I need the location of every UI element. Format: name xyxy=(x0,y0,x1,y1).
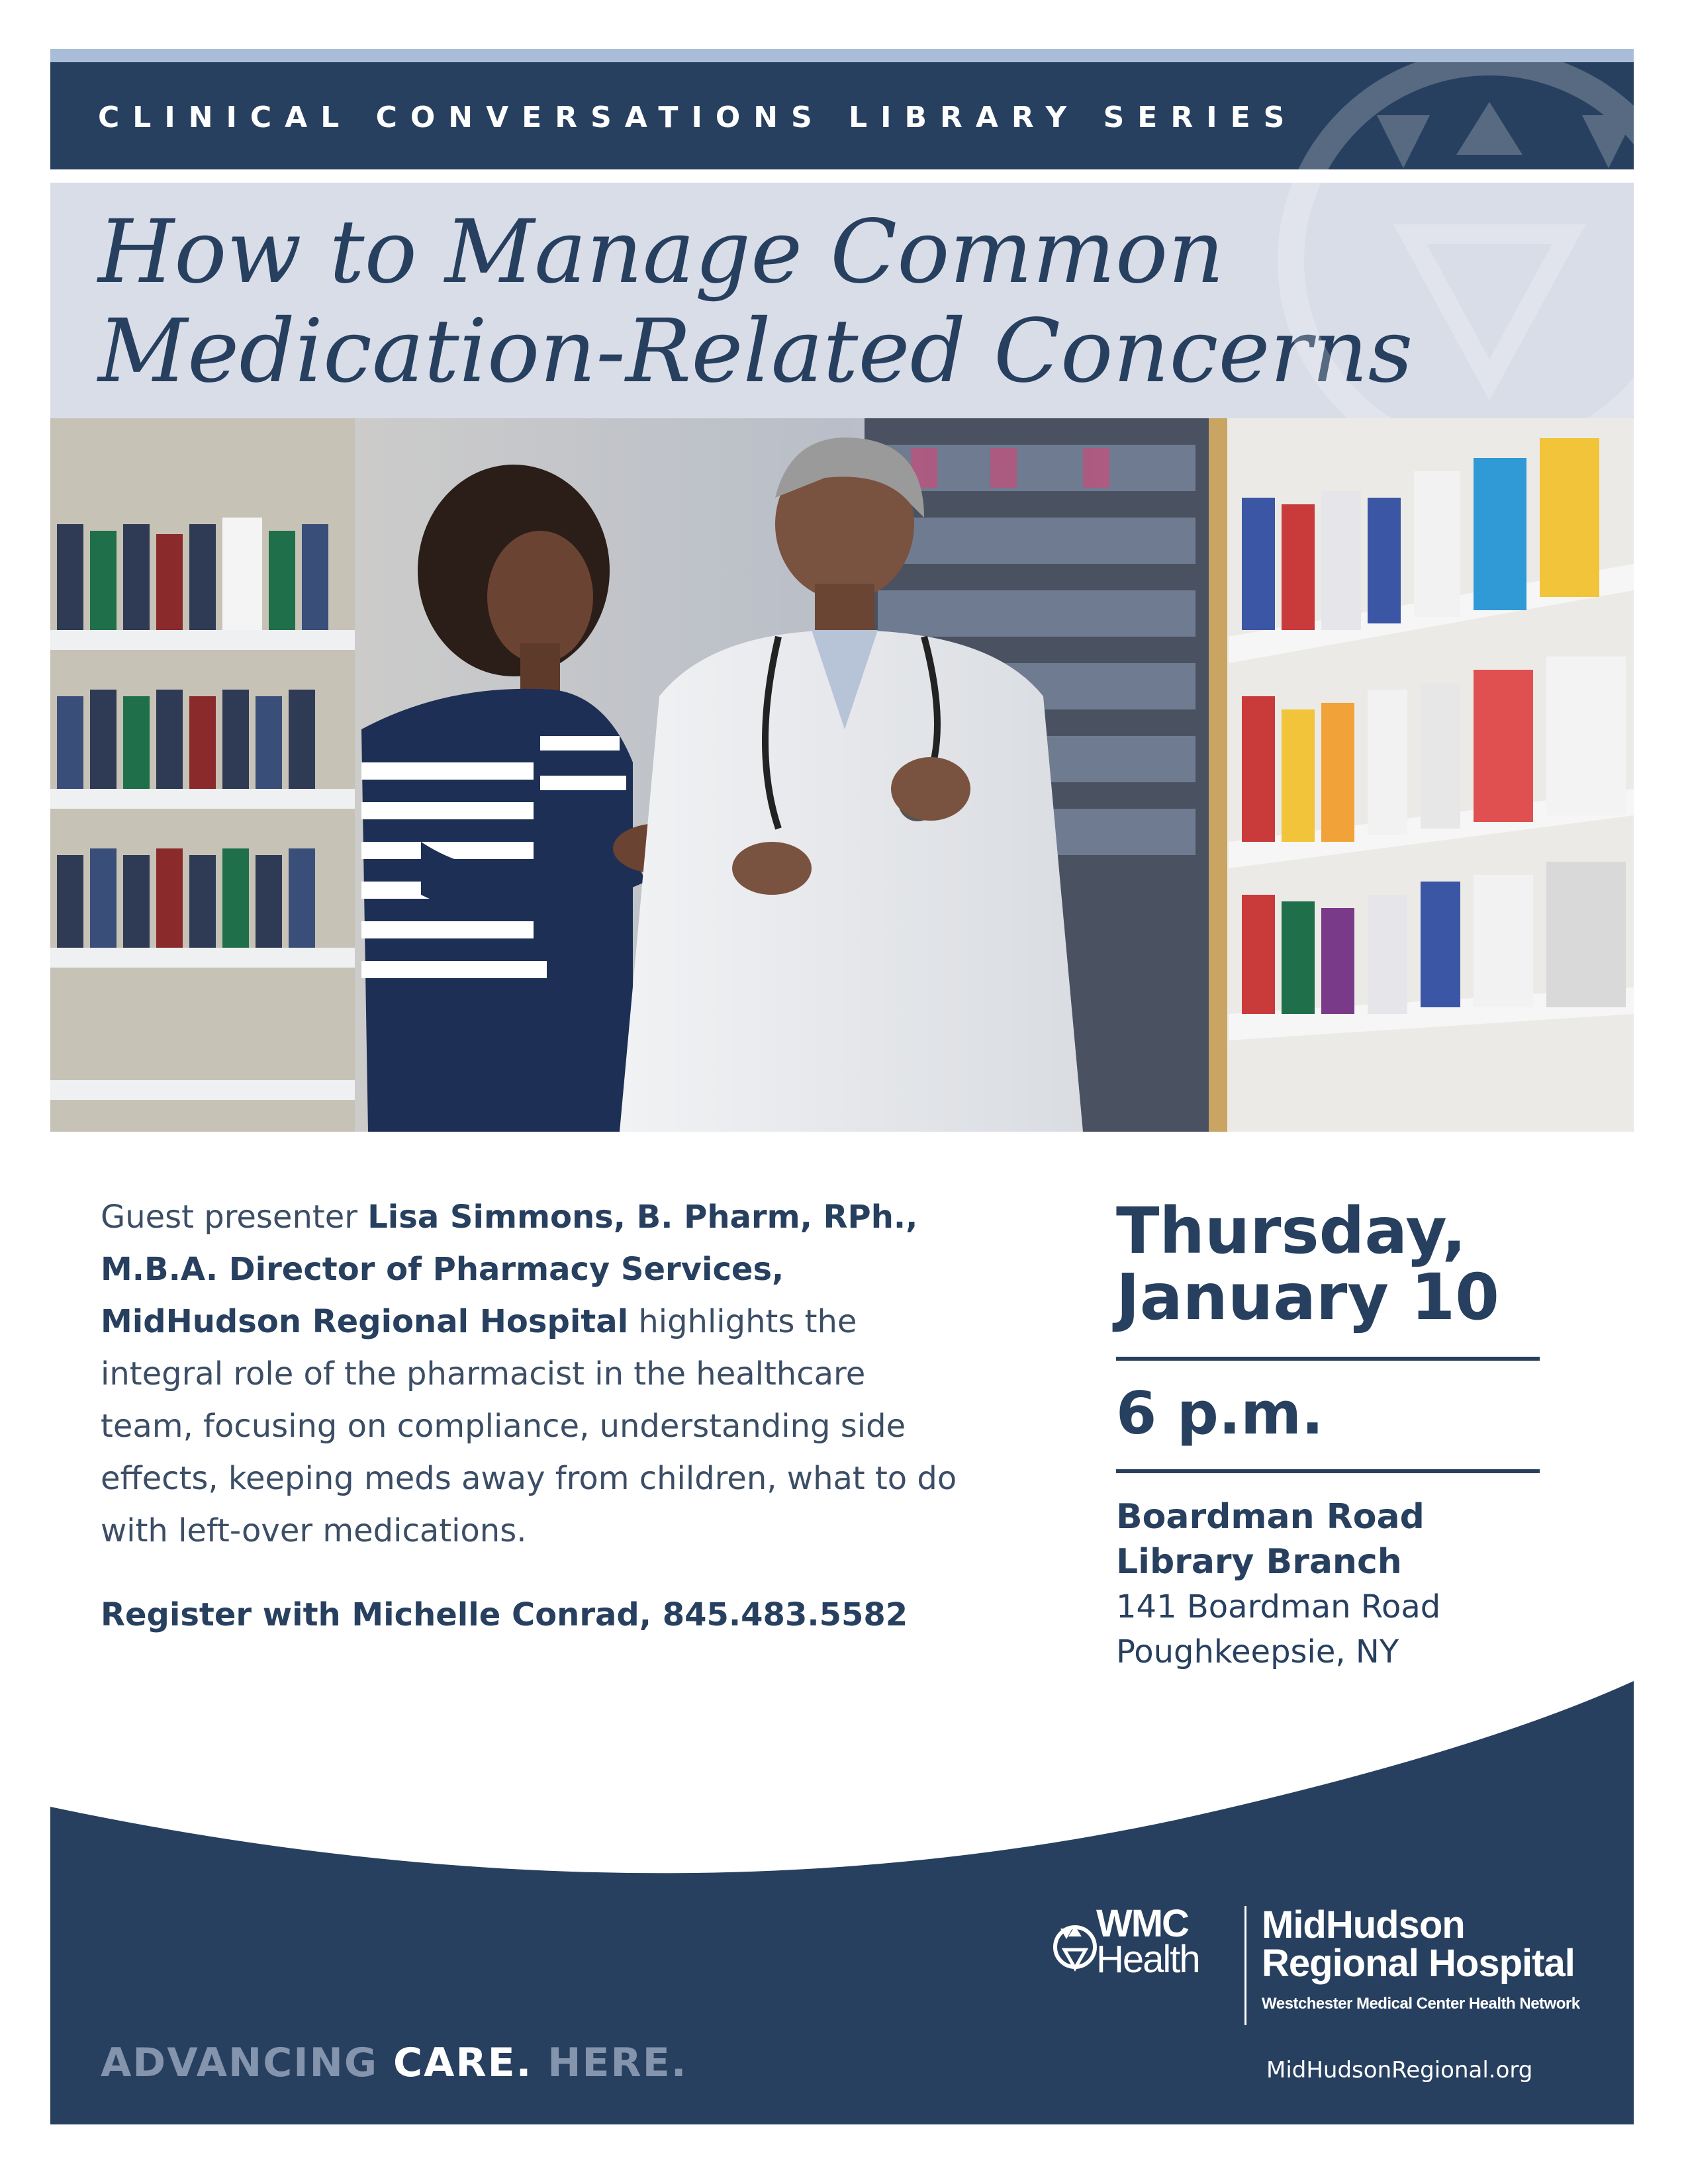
top-accent-rule xyxy=(50,49,1634,62)
pharmacy-photo xyxy=(50,418,1634,1132)
wmc-wordmark-line-2: Health xyxy=(1096,1938,1199,1981)
event-details xyxy=(1116,1194,1540,1674)
hospital-name xyxy=(1262,1903,1575,1985)
watermark-logo-icon xyxy=(1211,62,1688,433)
venue-name-line-1: Boardman Road xyxy=(1116,1497,1425,1537)
logo-divider xyxy=(1244,1906,1246,2025)
time-divider xyxy=(1116,1469,1540,1473)
event-date xyxy=(1116,1194,1540,1334)
hospital-name-line-1: MidHudson xyxy=(1262,1903,1465,1946)
address-line-2: Poughkeepsie, NY xyxy=(1116,1633,1399,1670)
event-location xyxy=(1116,1494,1540,1674)
network-name: Westchester Medical Center Health Network xyxy=(1262,1995,1580,2013)
event-month-day: January 10 xyxy=(1116,1260,1499,1334)
wmc-logo-icon xyxy=(1053,1913,1098,1981)
hospital-name-line-2: Regional Hospital xyxy=(1262,1942,1575,1985)
tagline-here: HERE. xyxy=(532,2040,688,2086)
wmc-health-wordmark xyxy=(1096,1902,1199,1981)
registration-contact: Register with Michelle Conrad, 845.483.5582 xyxy=(101,1596,908,1633)
hospital-logo xyxy=(1053,1902,1609,2038)
event-day: Thursday, xyxy=(1116,1194,1466,1268)
date-divider xyxy=(1116,1357,1540,1361)
tagline-advancing: ADVANCING xyxy=(101,2040,393,2086)
title-line-2: Medication-Related Concerns xyxy=(98,300,1413,402)
venue-name-line-2: Library Branch xyxy=(1116,1542,1402,1582)
presenter-credentials: Lisa Simmons, B. Pharm, RPh., M.B.A. Director of Pharmacy Services, MidHudson Regional Hospital xyxy=(101,1199,918,1340)
series-label: CLINICAL CONVERSATIONS LIBRARY SERIES xyxy=(98,101,1298,134)
wmc-wordmark-line-1: WMC xyxy=(1096,1902,1188,1945)
title-line-1: How to Manage Common xyxy=(98,201,1225,303)
tagline-care: CARE. xyxy=(393,2040,533,2086)
website-link[interactable]: MidHudsonRegional.org xyxy=(1266,2057,1533,2083)
footer-tagline xyxy=(101,2040,688,2086)
address-line-1: 141 Boardman Road xyxy=(1116,1588,1441,1625)
description-intro: Guest presenter xyxy=(101,1199,368,1236)
description-body: highlights the integral role of the pharmacist in the healthcare team, focusing on compliance, understanding side effects, keeping meds away from children, what to do with left-over medications. xyxy=(101,1303,957,1549)
event-time: 6 p.m. xyxy=(1116,1379,1324,1447)
event-description xyxy=(101,1191,961,1557)
